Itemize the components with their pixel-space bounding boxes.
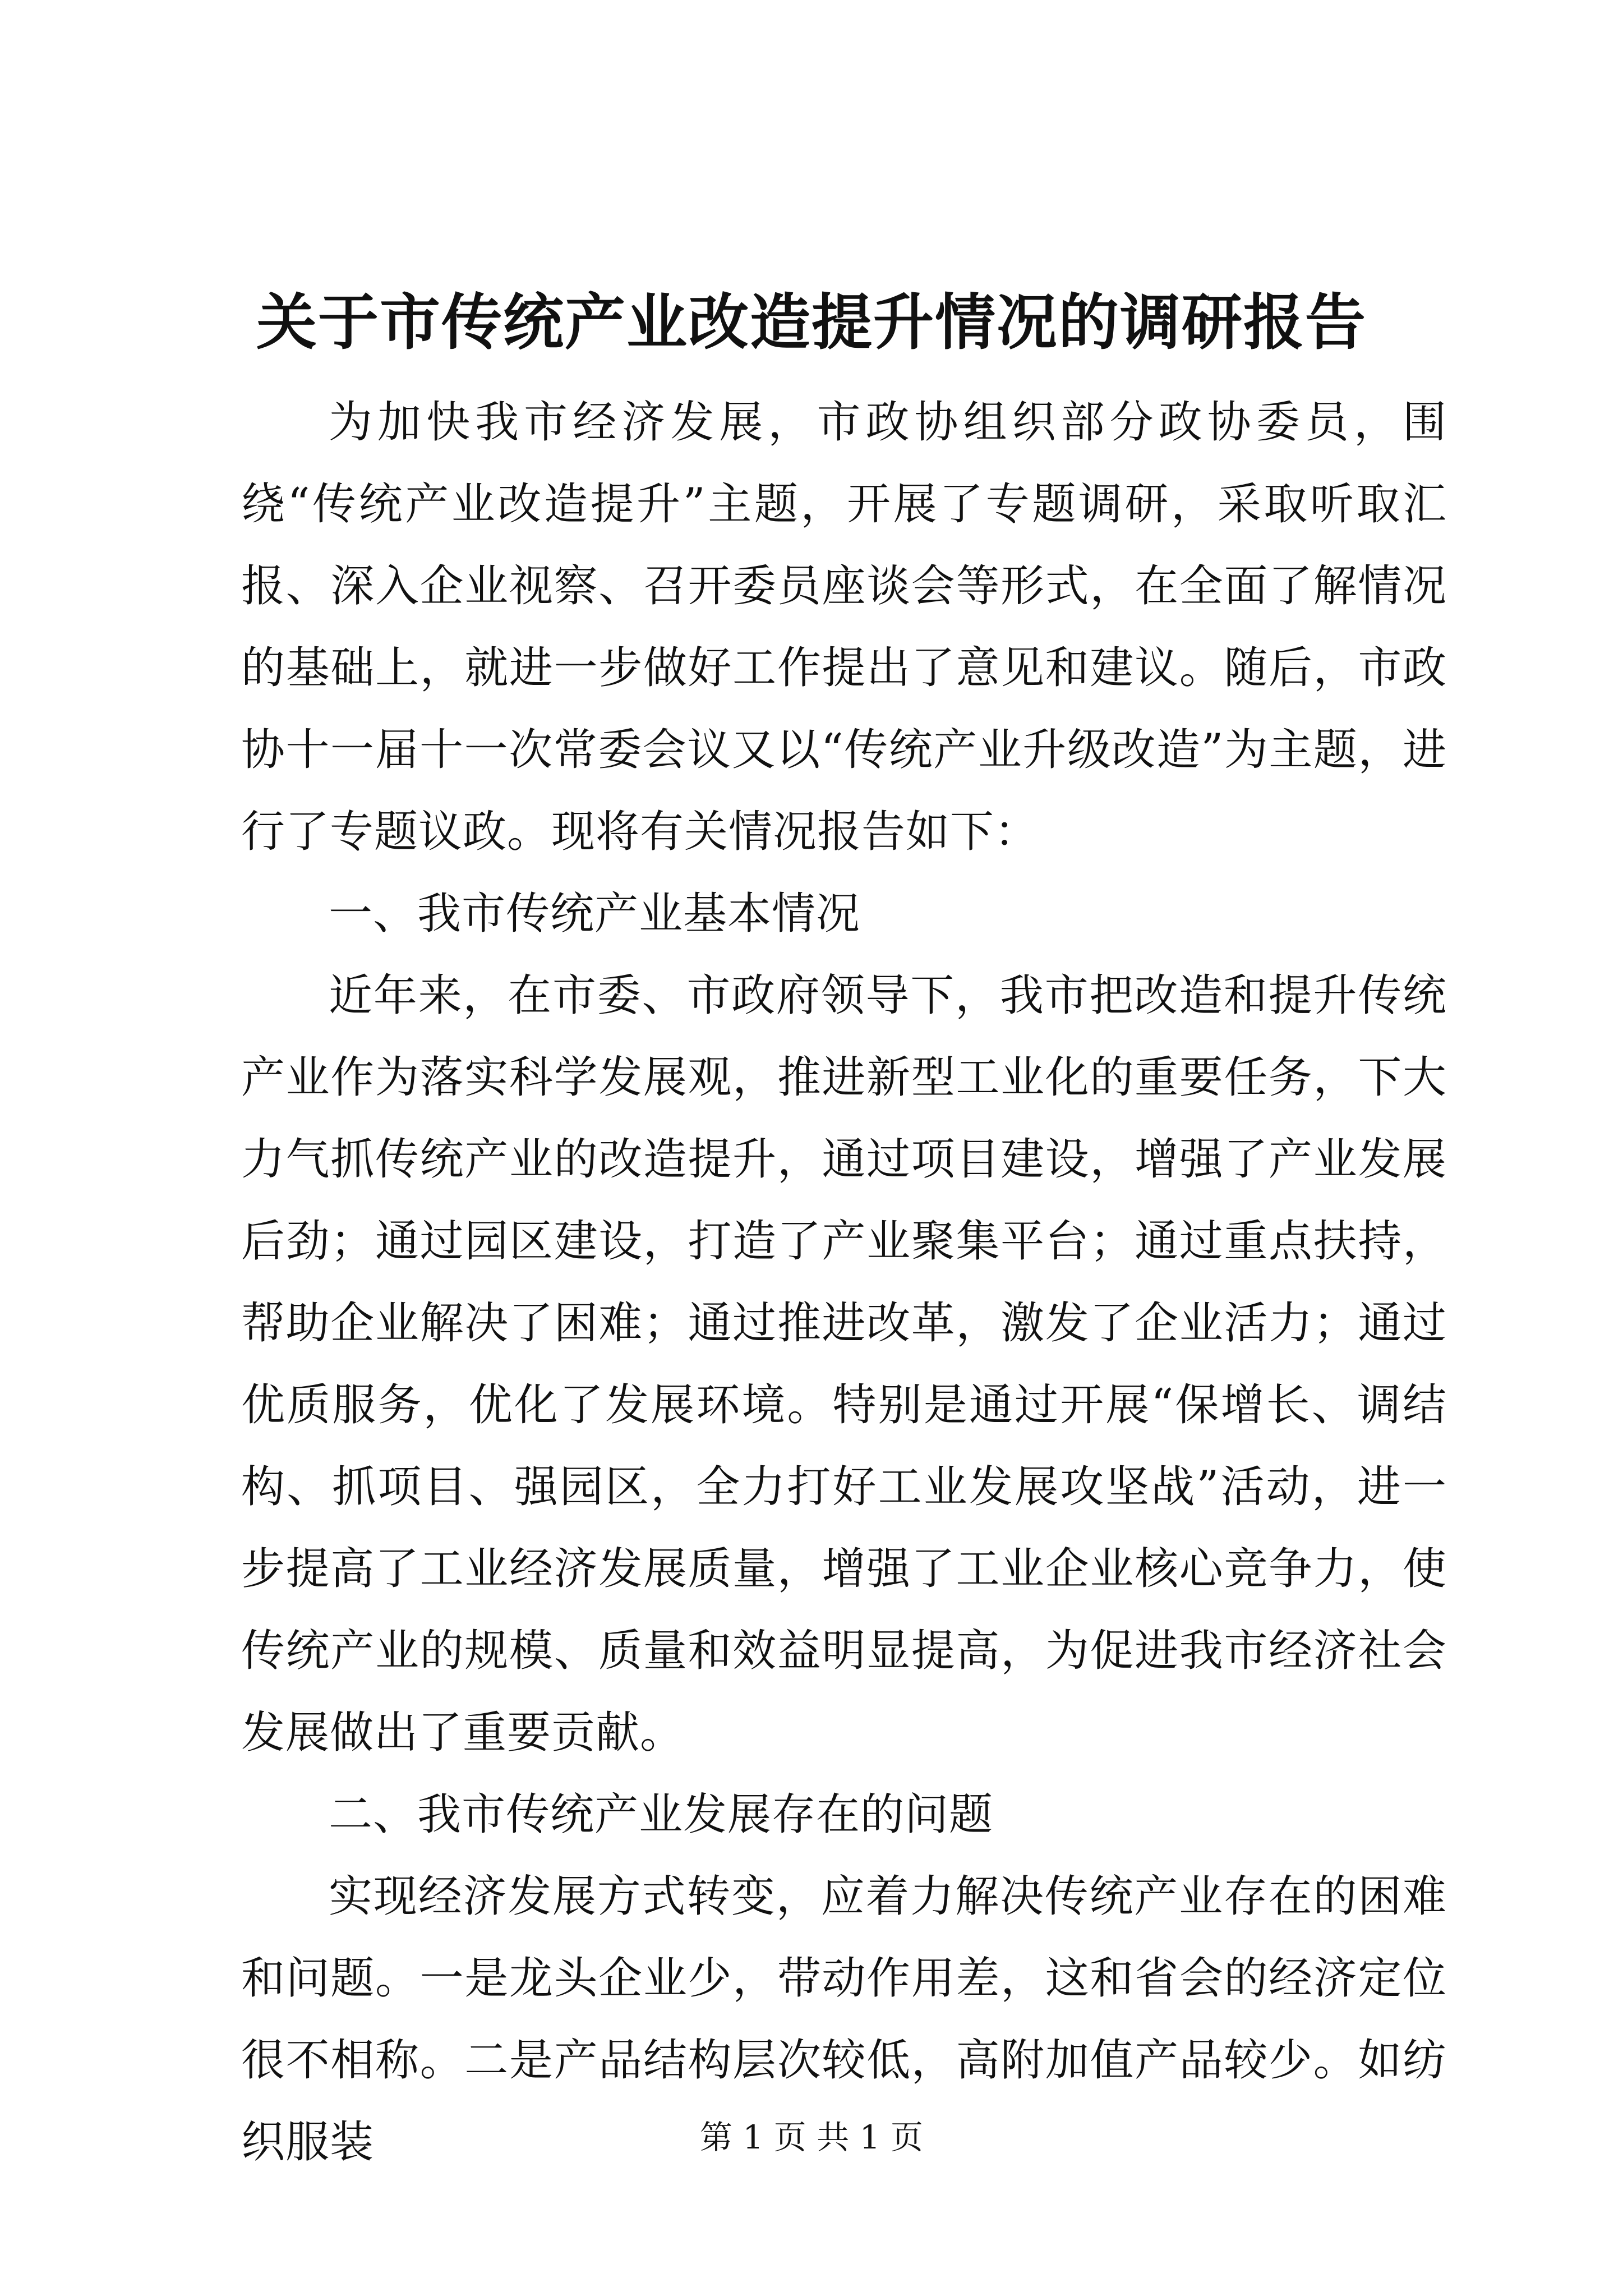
section-1-paragraph: 近年来，在市委、市政府领导下，我市把改造和提升传统产业作为落实科学发展观，推进新型工业化的重要任务，下大力气抓传统产业的改造提升，通过项目建设，增强了产业发展后劲；通过园区建设，打造了产业聚集平台；通过重点扶持，帮助企业解决了困难；通过推进改革，激发了企业活力；通过优质服务，优化了发展环境。特别是通过开展“保增长、调结构、抓项目、强园区，全力打好工业发展攻坚战”活动，进一步提高了工业经济发展质量，增强了工业企业核心竞争力，使传统产业的规模、质量和效益明显提高，为促进我市经济社会发展做出了重要贡献。 [241,970,1447,1758]
document-title: 关于市传统产业改造提升情况的调研报告 [256,287,1367,358]
page-footer: 第 1 页 共 1 页 [700,2118,923,2156]
section-heading-2: 二、我市传统产业发展存在的问题 [329,1789,994,1840]
document-body [241,381,1447,2183]
section-2-paragraph: 实现经济发展方式转变，应着力解决传统产业存在的困难和问题。一是龙头企业少，带动作用差，这和省会的经济定位很不相称。二是产品结构层次较低，高附加值产品较少。如纺织服装 [241,1871,1447,2168]
section-heading-1: 一、我市传统产业基本情况 [329,889,861,939]
intro-paragraph: 为加快我市经济发展，市政协组织部分政协委员，围绕“传统产业改造提升”主题，开展了专题调研，采取听取汇报、深入企业视察、召开委员座谈会等形式，在全面了解情况的基础上，就进一步做好工作提出了意见和建议。随后，市政协十一届十一次常委会议又以“传统产业升级改造”为主题，进行了专题议政。现将有关情况报告如下： [241,397,1447,857]
